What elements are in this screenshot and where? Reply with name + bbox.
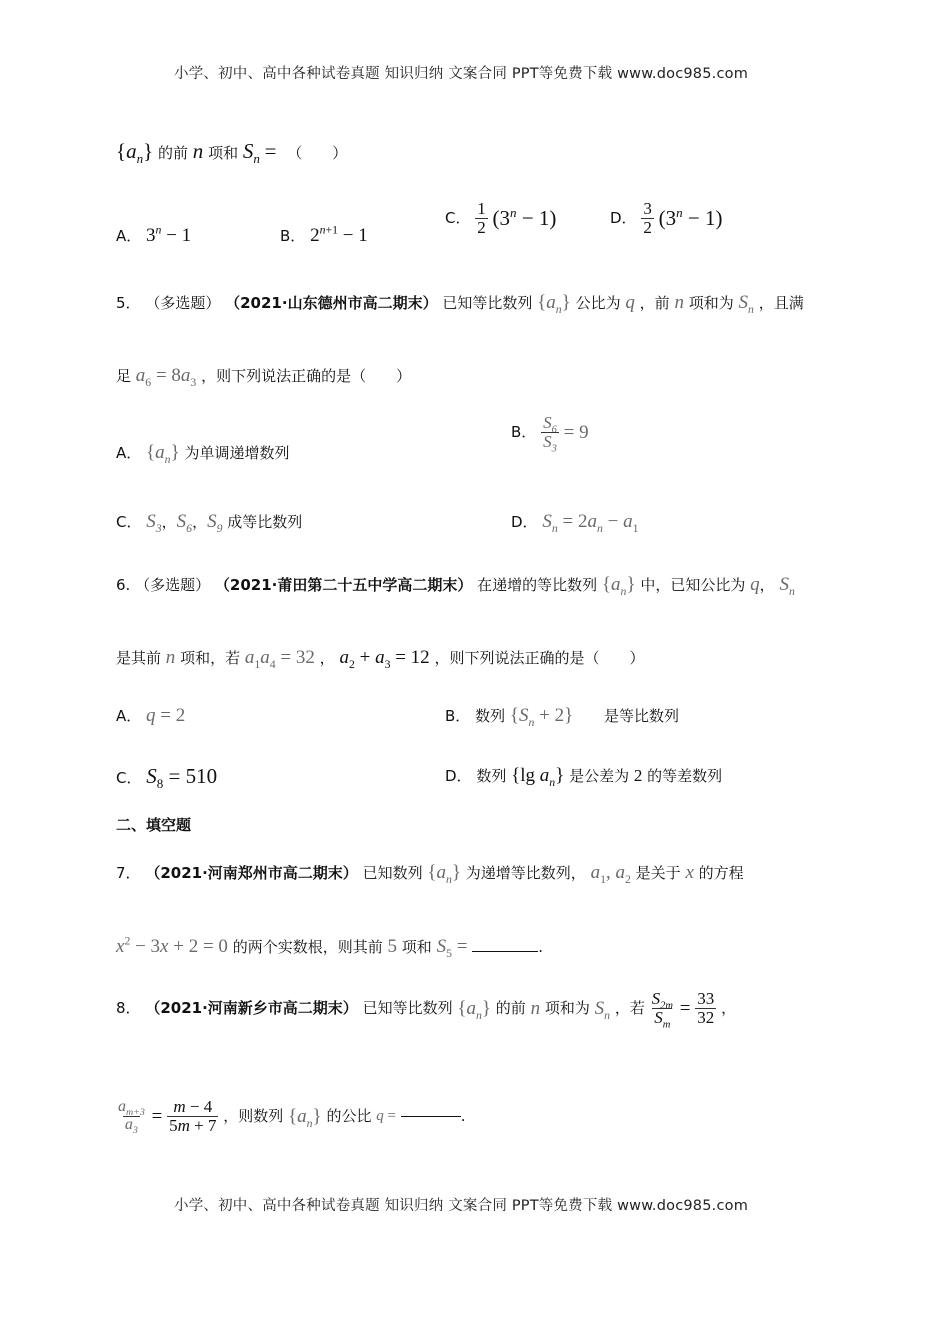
q8-stem-line1: 8． （2021·河南新乡市高二期末） 已知等比数列 $\{a_n\}$ 的前 n 项和为 $S_n$ ，若 $\frac{S_{2m}}{S_m}$ = $\frac{33}{32}$ ， xyxy=(116,989,737,1031)
fraction-m4-5m7: $\frac{m - 4}{5m + 7}$ xyxy=(169,1097,217,1135)
q5-option-a: A． $\{a_n\}$ 为单调递增数列 xyxy=(116,442,290,466)
q8-stem-line2: $\frac{a_{m+3}}{a_3}$ = $\frac{m - 4}{5m + 7}$ ，则数列 $\{a_n\}$ 的公比 q = . xyxy=(118,1097,466,1137)
q6-option-a: A． q = 2 xyxy=(116,705,186,726)
q4-option-a-math: $3^n - 1$ xyxy=(146,223,192,246)
answer-blank[interactable] xyxy=(472,950,538,952)
fraction-33-32: $\frac{33}{32}$ xyxy=(697,989,715,1027)
q4-option-c-math: $(3^n - 1)$ xyxy=(492,204,557,230)
q5-stem-line2: 足 $a_6 = 8a_3$ ，则下列说法正确的是（ ） xyxy=(116,365,412,389)
sum-symbol: $S_n$ xyxy=(242,139,260,167)
q7-stem-line2: $x^2 - 3x + 2 = 0$ 的两个实数根，则其前 5 项和 $S_5$ = . xyxy=(116,934,543,960)
q5-condition: $a_6 = 8a_3$ xyxy=(135,365,197,389)
q6-stem-line1: 6. （多选题） （2021·莆田第二十五中学高二期末） 在递增的等比数列 $\{a_n\}$ 中，已知公比为 q， $S_n$ xyxy=(116,574,795,598)
q4-option-d-math: $(3^n - 1)$ xyxy=(658,204,723,230)
fraction-s6-s3: $\frac{S_6}{S_3}$ xyxy=(543,413,557,455)
answer-blank[interactable] xyxy=(401,1115,461,1117)
section-title: 二、填空题 xyxy=(116,816,192,834)
q6-option-d: D． 数列 {lg $a_n$} 是公差为 2 的等差数列 xyxy=(445,765,723,789)
set-braces-an: $\{a_n\}$ xyxy=(116,139,154,167)
q6-option-b: B． 数列 $\{S_n + 2\}$ 是等比数列 xyxy=(445,705,680,729)
q4-option-b-math: $2^{n+1} - 1$ xyxy=(310,223,368,246)
q4-option-c: C． $\frac{1}{2}$ $(3^n - 1)$ xyxy=(445,199,557,237)
q4-option-d: D． $\frac{3}{2}$ $(3^n - 1)$ xyxy=(610,199,723,237)
q5-option-d: D． $S_n = 2a_n - a_1$ xyxy=(511,511,639,535)
q4-stem-tail: $\{a_n\}$ 的前 n 项和 $S_n$ = （ ） xyxy=(116,139,348,167)
q4-option-a: A． $3^n - 1$ xyxy=(116,223,192,246)
q5-option-b: B． $\frac{S_6}{S_3}$ = 9 xyxy=(511,413,589,455)
q5-stem-line1: 5． （多选题） （2021·山东德州市高二期末） 已知等比数列 $\{a_n\}$ 公比为 q ，前 n 项和为 $S_n$ ，且满 xyxy=(116,292,804,316)
fraction-three-halves: $\frac{3}{2}$ xyxy=(643,199,652,237)
q6-option-c: C． $S_8 = 510$ xyxy=(116,764,218,792)
fraction-s2m-sm: $\frac{S_{2m}}{S_m}$ xyxy=(651,989,673,1031)
q6-stem-line2: 是其前 n 项和，若 $a_1a_4 = 32$ ， $a_2 + a_3 = 12$ ，则下列说法正确的是（ ） xyxy=(116,647,645,671)
q7-stem-line1: 7． （2021·河南郑州市高二期末） 已知数列 $\{a_n\}$ 为递增等比数列， $a_1$, $a_2$ 是关于 x 的方程 xyxy=(116,862,744,886)
fraction-one-half: $\frac{1}{2}$ xyxy=(477,199,486,237)
page-footer: 小学、初中、高中各种试卷真题 知识归纳 文案合同 PPT等免费下载 www.doc985.com xyxy=(174,1198,749,1214)
q5-option-c: C． $S_3$，$S_6$，$S_9$ 成等比数列 xyxy=(116,511,303,535)
page-header: 小学、初中、高中各种试卷真题 知识归纳 文案合同 PPT等免费下载 www.doc985.com xyxy=(174,66,749,82)
fraction-am3-a3: $\frac{a_{m+3}}{a_3}$ xyxy=(118,1098,145,1137)
q4-option-b: B． $2^{n+1} - 1$ xyxy=(280,223,368,246)
